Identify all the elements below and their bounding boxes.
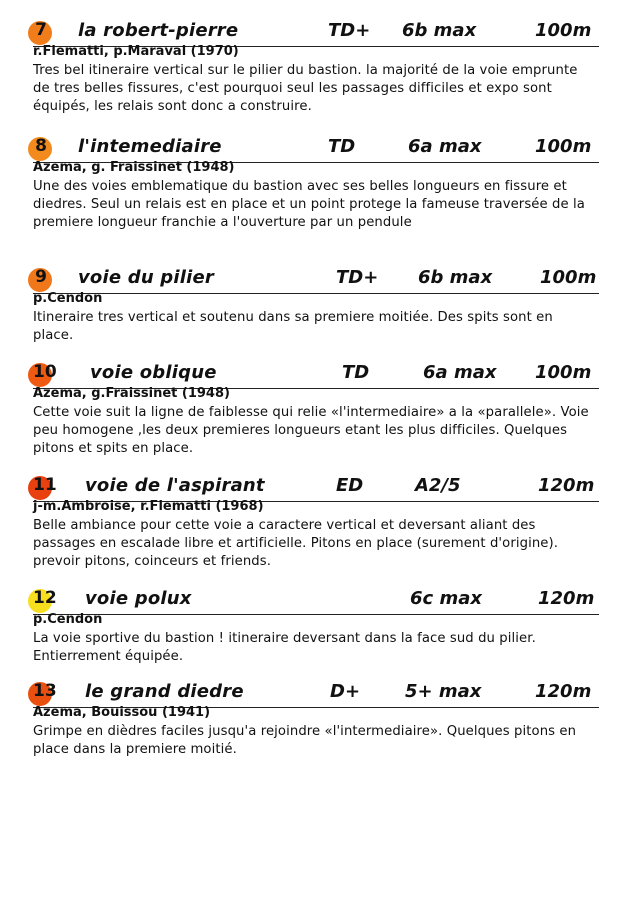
route-header — [0, 134, 637, 162]
route-number: 10 — [33, 362, 57, 382]
route-authors: Azema, g.Fraissinet (1948) — [33, 386, 230, 401]
route-name: voie du pilier — [78, 267, 214, 288]
route-name: la robert-pierre — [78, 20, 239, 41]
route-max-grade: A2/5 — [415, 475, 461, 496]
route-max-grade: 6b max — [418, 267, 493, 288]
route-number: 13 — [33, 681, 57, 701]
route-name: voie oblique — [90, 362, 217, 383]
route-header — [0, 586, 637, 614]
route-number: 11 — [33, 475, 57, 495]
route-authors: p.Cendon — [33, 291, 103, 306]
route-name: voie de l'aspirant — [85, 475, 265, 496]
route-max-grade: 5+ max — [405, 681, 482, 702]
route-entry — [0, 18, 637, 114]
route-header — [0, 360, 637, 388]
route-grade: TD — [342, 362, 370, 383]
route-length: 100m — [535, 20, 592, 41]
route-name: le grand diedre — [85, 681, 244, 702]
route-length: 100m — [540, 267, 597, 288]
header-rule — [33, 293, 599, 294]
route-max-grade: 6a max — [423, 362, 497, 383]
route-length: 120m — [538, 475, 595, 496]
route-header — [0, 265, 637, 293]
route-name: voie polux — [85, 588, 192, 609]
route-grade: TD — [328, 136, 356, 157]
route-grade: TD+ — [336, 267, 379, 288]
route-number: 7 — [35, 20, 47, 40]
route-entry — [0, 586, 637, 664]
route-entry — [0, 679, 637, 757]
route-description: La voie sportive du bastion ! itineraire deversant dans la face sud du pilier. Entierrement équipée. — [33, 631, 536, 664]
route-entry — [0, 265, 637, 343]
route-number: 9 — [35, 267, 47, 287]
route-grade: D+ — [330, 681, 361, 702]
route-header — [0, 18, 637, 46]
route-header — [0, 473, 637, 501]
route-length: 100m — [535, 136, 592, 157]
route-description: Itineraire tres vertical et soutenu dans sa premiere moitiée. Des spits sont en place. — [33, 310, 553, 343]
route-authors: r.Flematti, p.Maraval (1970) — [33, 44, 239, 59]
route-max-grade: 6c max — [410, 588, 482, 609]
route-length: 120m — [535, 681, 592, 702]
route-grade: TD+ — [328, 20, 371, 41]
route-description: Belle ambiance pour cette voie a caractere vertical et deversant aliant des passages en escalade libre et artificielle. Pitons en place (surement d'origine). prevoir pitons, coinceurs et friends. — [33, 518, 559, 569]
route-number: 8 — [35, 136, 47, 156]
route-max-grade: 6a max — [408, 136, 482, 157]
route-description: Tres bel itineraire vertical sur le pilier du bastion. la majorité de la voie emprunte de tres belles fissures, c'est pourquoi seul les passages difficiles et expo sont équipés, les relais sont donc a construire. — [33, 63, 578, 114]
route-length: 100m — [535, 362, 592, 383]
route-authors: p.Cendon — [33, 612, 103, 627]
route-entry — [0, 134, 637, 230]
header-rule — [33, 614, 599, 615]
route-header — [0, 679, 637, 707]
route-authors: j-m.Ambroise, r.Flematti (1968) — [33, 499, 264, 514]
route-authors: Azema, g. Fraissinet (1948) — [33, 160, 235, 175]
route-authors: Azema, Bouissou (1941) — [33, 705, 211, 720]
route-description: Grimpe en dièdres faciles jusqu'a rejoindre «l'intermediaire». Quelques pitons en place dans la premiere moitié. — [33, 724, 577, 757]
route-name: l'intemediaire — [78, 136, 222, 157]
route-entry — [0, 473, 637, 569]
route-description: Cette voie suit la ligne de faiblesse qui relie «l'intermediaire» a la «parallele». Voie peu homogene ,les deux premieres longueurs etant les plus difficiles. Quelques pitons et spits en place. — [33, 405, 589, 456]
route-description: Une des voies emblematique du bastion avec ses belles longueurs en fissure et diedres. Seul un relais est en place et un point protege la fameuse traversée de la premiere longueur franchie a l'ouverture par un pendule — [33, 179, 585, 230]
route-number: 12 — [33, 588, 57, 608]
route-length: 120m — [538, 588, 595, 609]
route-grade: ED — [336, 475, 364, 496]
route-entry — [0, 360, 637, 456]
route-max-grade: 6b max — [402, 20, 477, 41]
